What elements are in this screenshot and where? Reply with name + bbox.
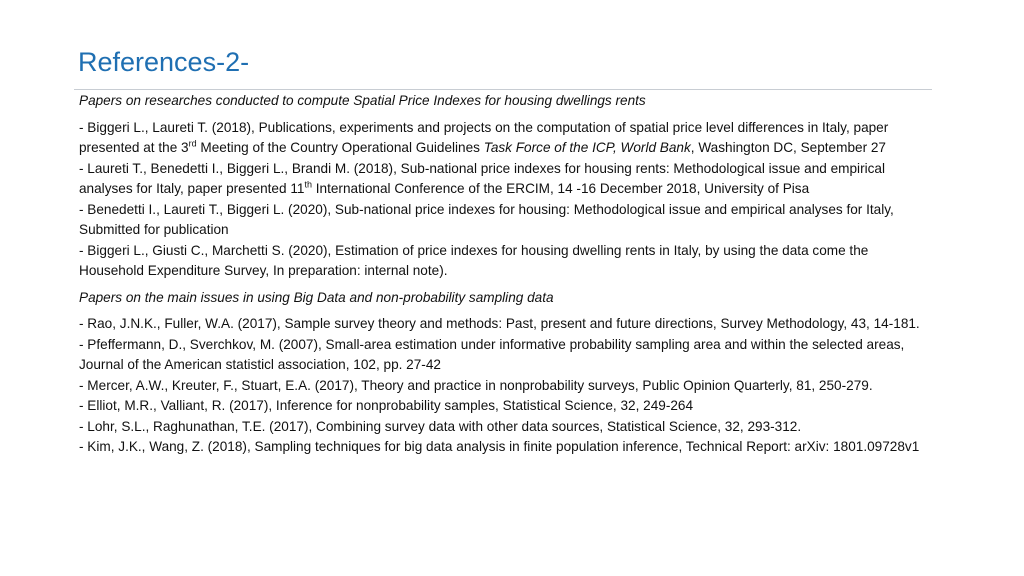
reference-item: - Laureti T., Benedetti I., Biggeri L., Brandi M. (2018), Sub-national price indexes for housing rents: Methodological issue and empirical analyses for Italy, paper presented 11th International Conference of the ERCIM, 14 -16 December 2018, University of Pisa [79, 160, 885, 196]
reference-item: - Pfeffermann, D., Sverchkov, M. (2007), Small-area estimation under informative probability sampling area and within the selected areas, Journal of the American statisticl association, 102, pp. 27-42 [79, 336, 905, 372]
section-heading-big-data: Papers on the main issues in using Big Data and non-probability sampling data [79, 289, 554, 305]
reference-item: - Biggeri L., Giusti C., Marchetti S. (2020), Estimation of price indexes for housing dwelling rents in Italy, by using the data come the Household Expenditure Survey, In preparation: internal note). [79, 242, 869, 278]
reference-item: - Benedetti I., Laureti T., Biggeri L. (2020), Sub-national price indexes for housing: Methodological issue and empirical analyses for Italy, Submitted for publication [79, 201, 894, 237]
reference-item: - Rao, J.N.K., Fuller, W.A. (2017), Sample survey theory and methods: Past, present and future directions, Survey Methodology, 43, 14-181. [79, 316, 920, 331]
reference-item: - Biggeri L., Laureti T. (2018), Publications, experiments and projects on the computation of spatial price level differences in Italy, paper presented at the 3rd Meeting of the Country Operational Guidelines Task Force of the ICP, World Bank, Washington DC, September 27 [79, 119, 889, 155]
slide-title: References-2- [78, 47, 250, 77]
slide-content [79, 91, 929, 458]
reference-item: - Elliot, M.R., Valliant, R. (2017), Inference for nonprobability samples, Statistical Science, 32, 249-264 [79, 398, 694, 413]
title-divider [74, 89, 932, 90]
reference-item: - Kim, J.K., Wang, Z. (2018), Sampling techniques for big data analysis in finite population inference, Technical Report: arXiv: 1801.09728v1 [79, 439, 920, 454]
reference-item: - Lohr, S.L., Raghunathan, T.E. (2017), Combining survey data with other data sources, Statistical Science, 32, 293-312. [79, 418, 802, 434]
section-heading-spatial-price: Papers on researches conducted to compute Spatial Price Indexes for housing dwellings rents [79, 93, 646, 108]
reference-list-spatial-price [79, 118, 929, 282]
reference-list-big-data [79, 314, 929, 458]
reference-item: - Mercer, A.W., Kreuter, F., Stuart, E.A. (2017), Theory and practice in nonprobability surveys, Public Opinion Quarterly, 81, 250-279. [79, 377, 873, 393]
